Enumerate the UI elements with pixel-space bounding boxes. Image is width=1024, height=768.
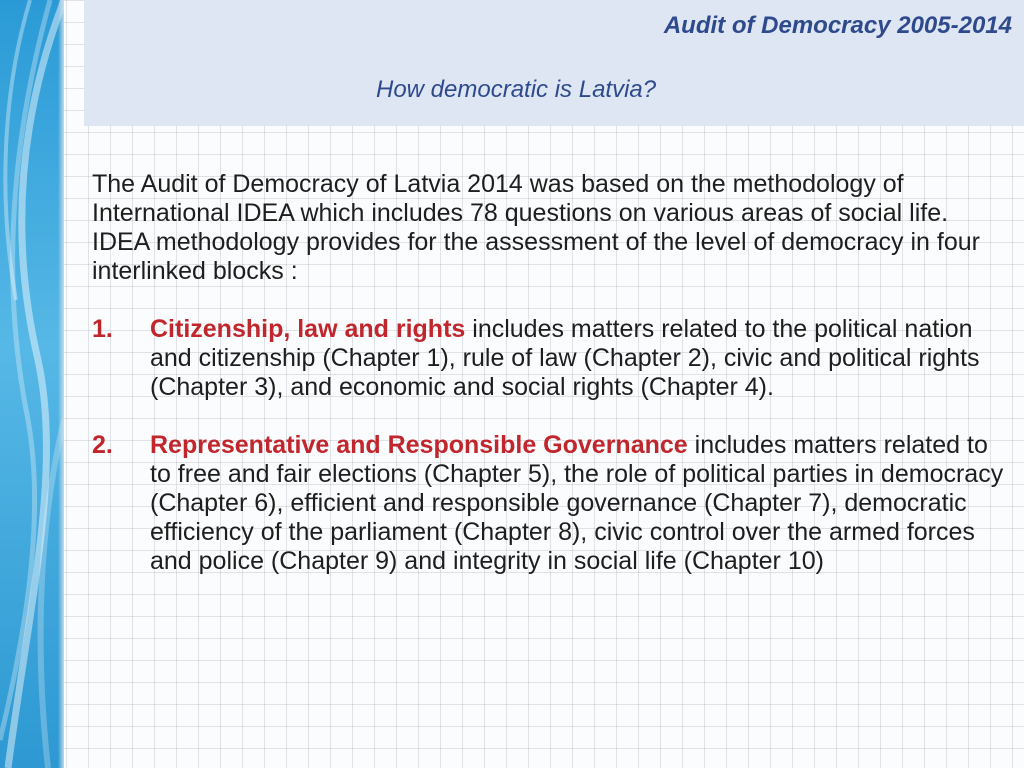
slide-subtitle: How democratic is Latvia?: [376, 76, 657, 103]
slide-title: Audit of Democracy 2005-2014: [663, 12, 1012, 39]
slide-body: [92, 170, 1007, 605]
list-item-heading: Citizenship, law and rights: [150, 315, 466, 343]
list-item: [92, 315, 1007, 402]
list-item-heading: Representative and Responsible Governance: [150, 431, 688, 459]
left-decorative-band: [0, 0, 64, 768]
intro-paragraph: The Audit of Democracy of Latvia 2014 was based on the methodology of International IDEA which includes 78 questions on various areas of social life. IDEA methodology provides for the assessment of the level of democracy in four interlinked blocks :: [92, 170, 980, 285]
wave-decoration: [0, 0, 64, 768]
slide-header: [84, 0, 1024, 126]
list-item-text: includes matters related to the political nation and citizenship (Chapter 1), rule of law (Chapter 2), civic and political rights (Chapter 3), and economic and social rights (Chapter 4).: [150, 315, 980, 401]
list-item-number: 2.: [92, 431, 113, 459]
list-item: [92, 431, 1007, 576]
list-item-number: 1.: [92, 315, 113, 343]
list-item-text: includes matters related to to free and fair elections (Chapter 5), the role of political parties in democracy (Chapter 6), efficient and responsible governance (Chapter 7), democratic efficiency of the parliament (Chapter 8), civic control over the armed forces and police (Chapter 9) and integrity in social life (Chapter 10): [150, 431, 1004, 575]
